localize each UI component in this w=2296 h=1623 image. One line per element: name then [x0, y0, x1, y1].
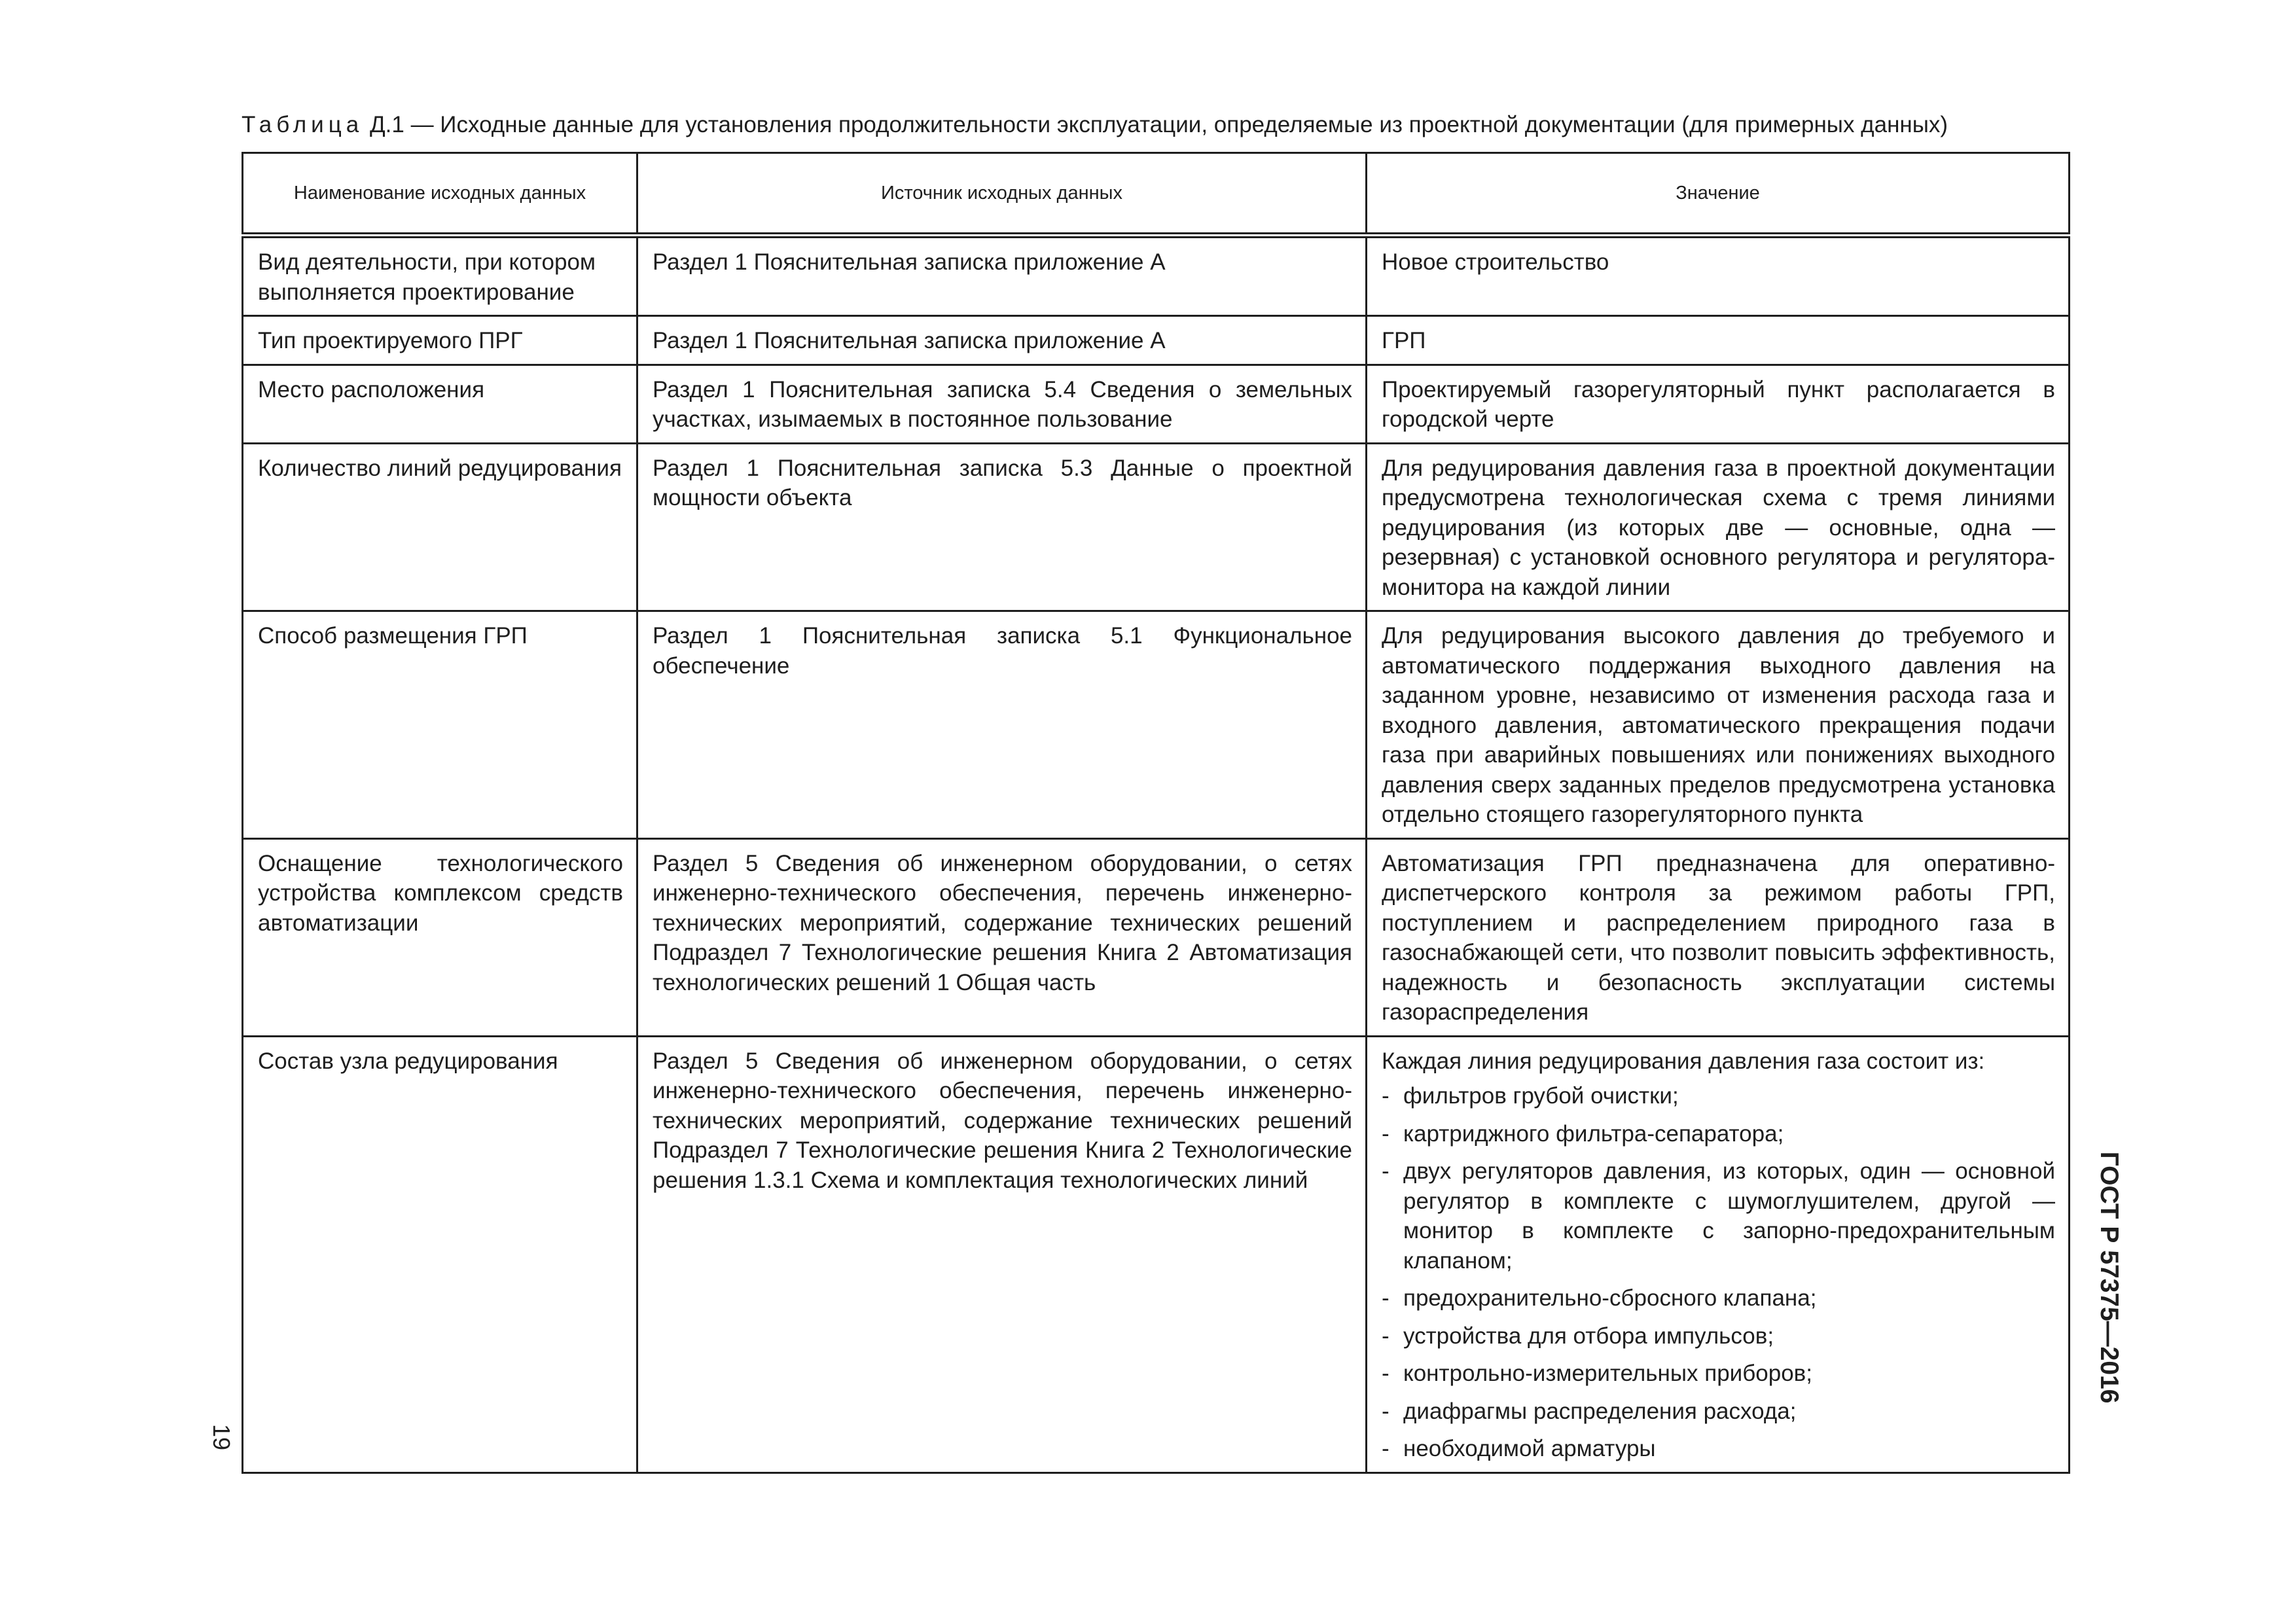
table-row — [243, 1036, 2070, 1472]
table-row — [243, 838, 2070, 1036]
list-dash-marker: - — [1382, 1323, 1390, 1349]
value-list-item — [1382, 1283, 2055, 1313]
row-name-cell: Количество линий редуцирования — [243, 443, 637, 611]
list-dash-marker: - — [1382, 1398, 1390, 1424]
row-value-cell: Для редуцирования давления газа в проектной документации предусмотрена технологическая схема с тремя линиями редуцирования (из которых две — основные, одна — резервная) с установкой основного регулятора и регулятора-монитора на каждой линии — [1367, 443, 2070, 611]
header-value: Значение — [1367, 153, 2070, 236]
value-list-item — [1382, 1397, 2055, 1427]
row-source-cell: Раздел 1 Пояснительная записка 5.4 Сведения о земельных участках, изымаемых в постоянное пользование — [637, 365, 1367, 443]
value-list-item — [1382, 1119, 2055, 1149]
row-name-cell: Место расположения — [243, 365, 637, 443]
row-value-cell: Проектируемый газорегуляторный пункт располагается в городской черте — [1367, 365, 2070, 443]
table-row — [243, 365, 2070, 443]
value-list-item-text: необходимой арматуры — [1403, 1436, 1656, 1461]
table-row — [243, 443, 2070, 611]
row-value-cell — [1367, 1036, 2070, 1472]
value-list-item-text: предохранительно-сбросного клапана; — [1403, 1285, 1817, 1311]
value-list — [1382, 1081, 2055, 1464]
page-number: 19 — [208, 1424, 235, 1451]
row-value-cell: Для редуцирования высокого давления до требуемого и автоматического поддержания выходного давления на заданном уровне, независимо от изменения расхода газа и входного давления, автоматического прекращения подачи газа при аварийных повышениях или понижениях выходного давления сверх заданных пределов предусмотрена установка отдельно стоящего газорегуляторного пункта — [1367, 611, 2070, 839]
list-dash-marker: - — [1382, 1158, 1390, 1184]
value-list-item-text: устройства для отбора импульсов; — [1403, 1323, 1774, 1349]
table-header-row — [243, 153, 2070, 236]
row-name-cell: Способ размещения ГРП — [243, 611, 637, 839]
row-source-cell: Раздел 1 Пояснительная записка приложение А — [637, 316, 1367, 365]
table-row — [243, 316, 2070, 365]
value-list-item — [1382, 1359, 2055, 1389]
value-list-item — [1382, 1081, 2055, 1111]
value-list-item — [1382, 1434, 2055, 1464]
list-dash-marker: - — [1382, 1436, 1390, 1461]
document-code: ГОСТ Р 57375—2016 — [2095, 1151, 2123, 1404]
value-list-item-text: контрольно-измерительных приборов; — [1403, 1361, 1812, 1386]
row-source-cell: Раздел 1 Пояснительная записка приложение А — [637, 236, 1367, 316]
value-list-item-text: двух регуляторов давления, из которых, один — основной регулятор в комплекте с шумоглушителем, другой — монитор в комплекте с запорно-предохранительным клапаном; — [1403, 1158, 2055, 1274]
row-value-cell: ГРП — [1367, 316, 2070, 365]
table-row — [243, 611, 2070, 839]
list-dash-marker: - — [1382, 1120, 1390, 1147]
value-list-item — [1382, 1156, 2055, 1275]
value-list-item-text: фильтров грубой очистки; — [1403, 1083, 1679, 1109]
row-source-cell: Раздел 1 Пояснительная записка 5.3 Данные о проектной мощности объекта — [637, 443, 1367, 611]
list-dash-marker: - — [1382, 1361, 1390, 1386]
row-value-cell: Новое строительство — [1367, 236, 2070, 316]
row-source-cell: Раздел 5 Сведения об инженерном оборудовании, о сетях инженерно-технического обеспечения, перечень инженерно-технических мероприятий, содержание технических решений Подраздел 7 Технологические решения Книга 2 Автоматизация технологических решений 1 Общая часть — [637, 838, 1367, 1036]
header-data-source: Источник исходных данных — [637, 153, 1367, 236]
table-caption-lead: Таблица — [242, 112, 364, 137]
value-list-item — [1382, 1321, 2055, 1351]
list-dash-marker: - — [1382, 1285, 1390, 1311]
row-name-cell: Вид деятельности, при котором выполняется проектирование — [243, 236, 637, 316]
value-list-item-text: диафрагмы распределения расхода; — [1403, 1398, 1797, 1424]
list-dash-marker: - — [1382, 1083, 1390, 1109]
table-caption — [242, 110, 1948, 140]
row-name-cell: Состав узла редуцирования — [243, 1036, 637, 1472]
table-caption-text: Д.1 — Исходные данные для установления продолжительности эксплуатации, определяемые из проектной документации (для примерных данных) — [369, 112, 1948, 137]
row-source-cell: Раздел 5 Сведения об инженерном оборудовании, о сетях инженерно-технического обеспечения, перечень инженерно-технических мероприятий, содержание технических решений Подраздел 7 Технологические решения Книга 2 Технологические решения 1.3.1 Схема и комплектация технологических линий — [637, 1036, 1367, 1472]
row-name-cell: Тип проектируемого ПРГ — [243, 316, 637, 365]
row-name-cell: Оснащение технологического устройства комплексом средств автоматизации — [243, 838, 637, 1036]
value-list-intro: Каждая линия редуцирования давления газа состоит из: — [1382, 1048, 1985, 1074]
table-row — [243, 236, 2070, 316]
header-data-name: Наименование исходных данных — [243, 153, 637, 236]
initial-data-table — [242, 152, 2070, 1474]
value-list-item-text: картриджного фильтра-сепаратора; — [1403, 1120, 1784, 1147]
row-source-cell: Раздел 1 Пояснительная записка 5.1 Функциональное обеспечение — [637, 611, 1367, 839]
row-value-cell: Автоматизация ГРП предназначена для оперативно-диспетчерского контроля за режимом работы ГРП, поступлением и распределением природного газа в газоснабжающей сети, что позволит повысить эффективность, надежность и безопасность эксплуатации системы газораспределения — [1367, 838, 2070, 1036]
